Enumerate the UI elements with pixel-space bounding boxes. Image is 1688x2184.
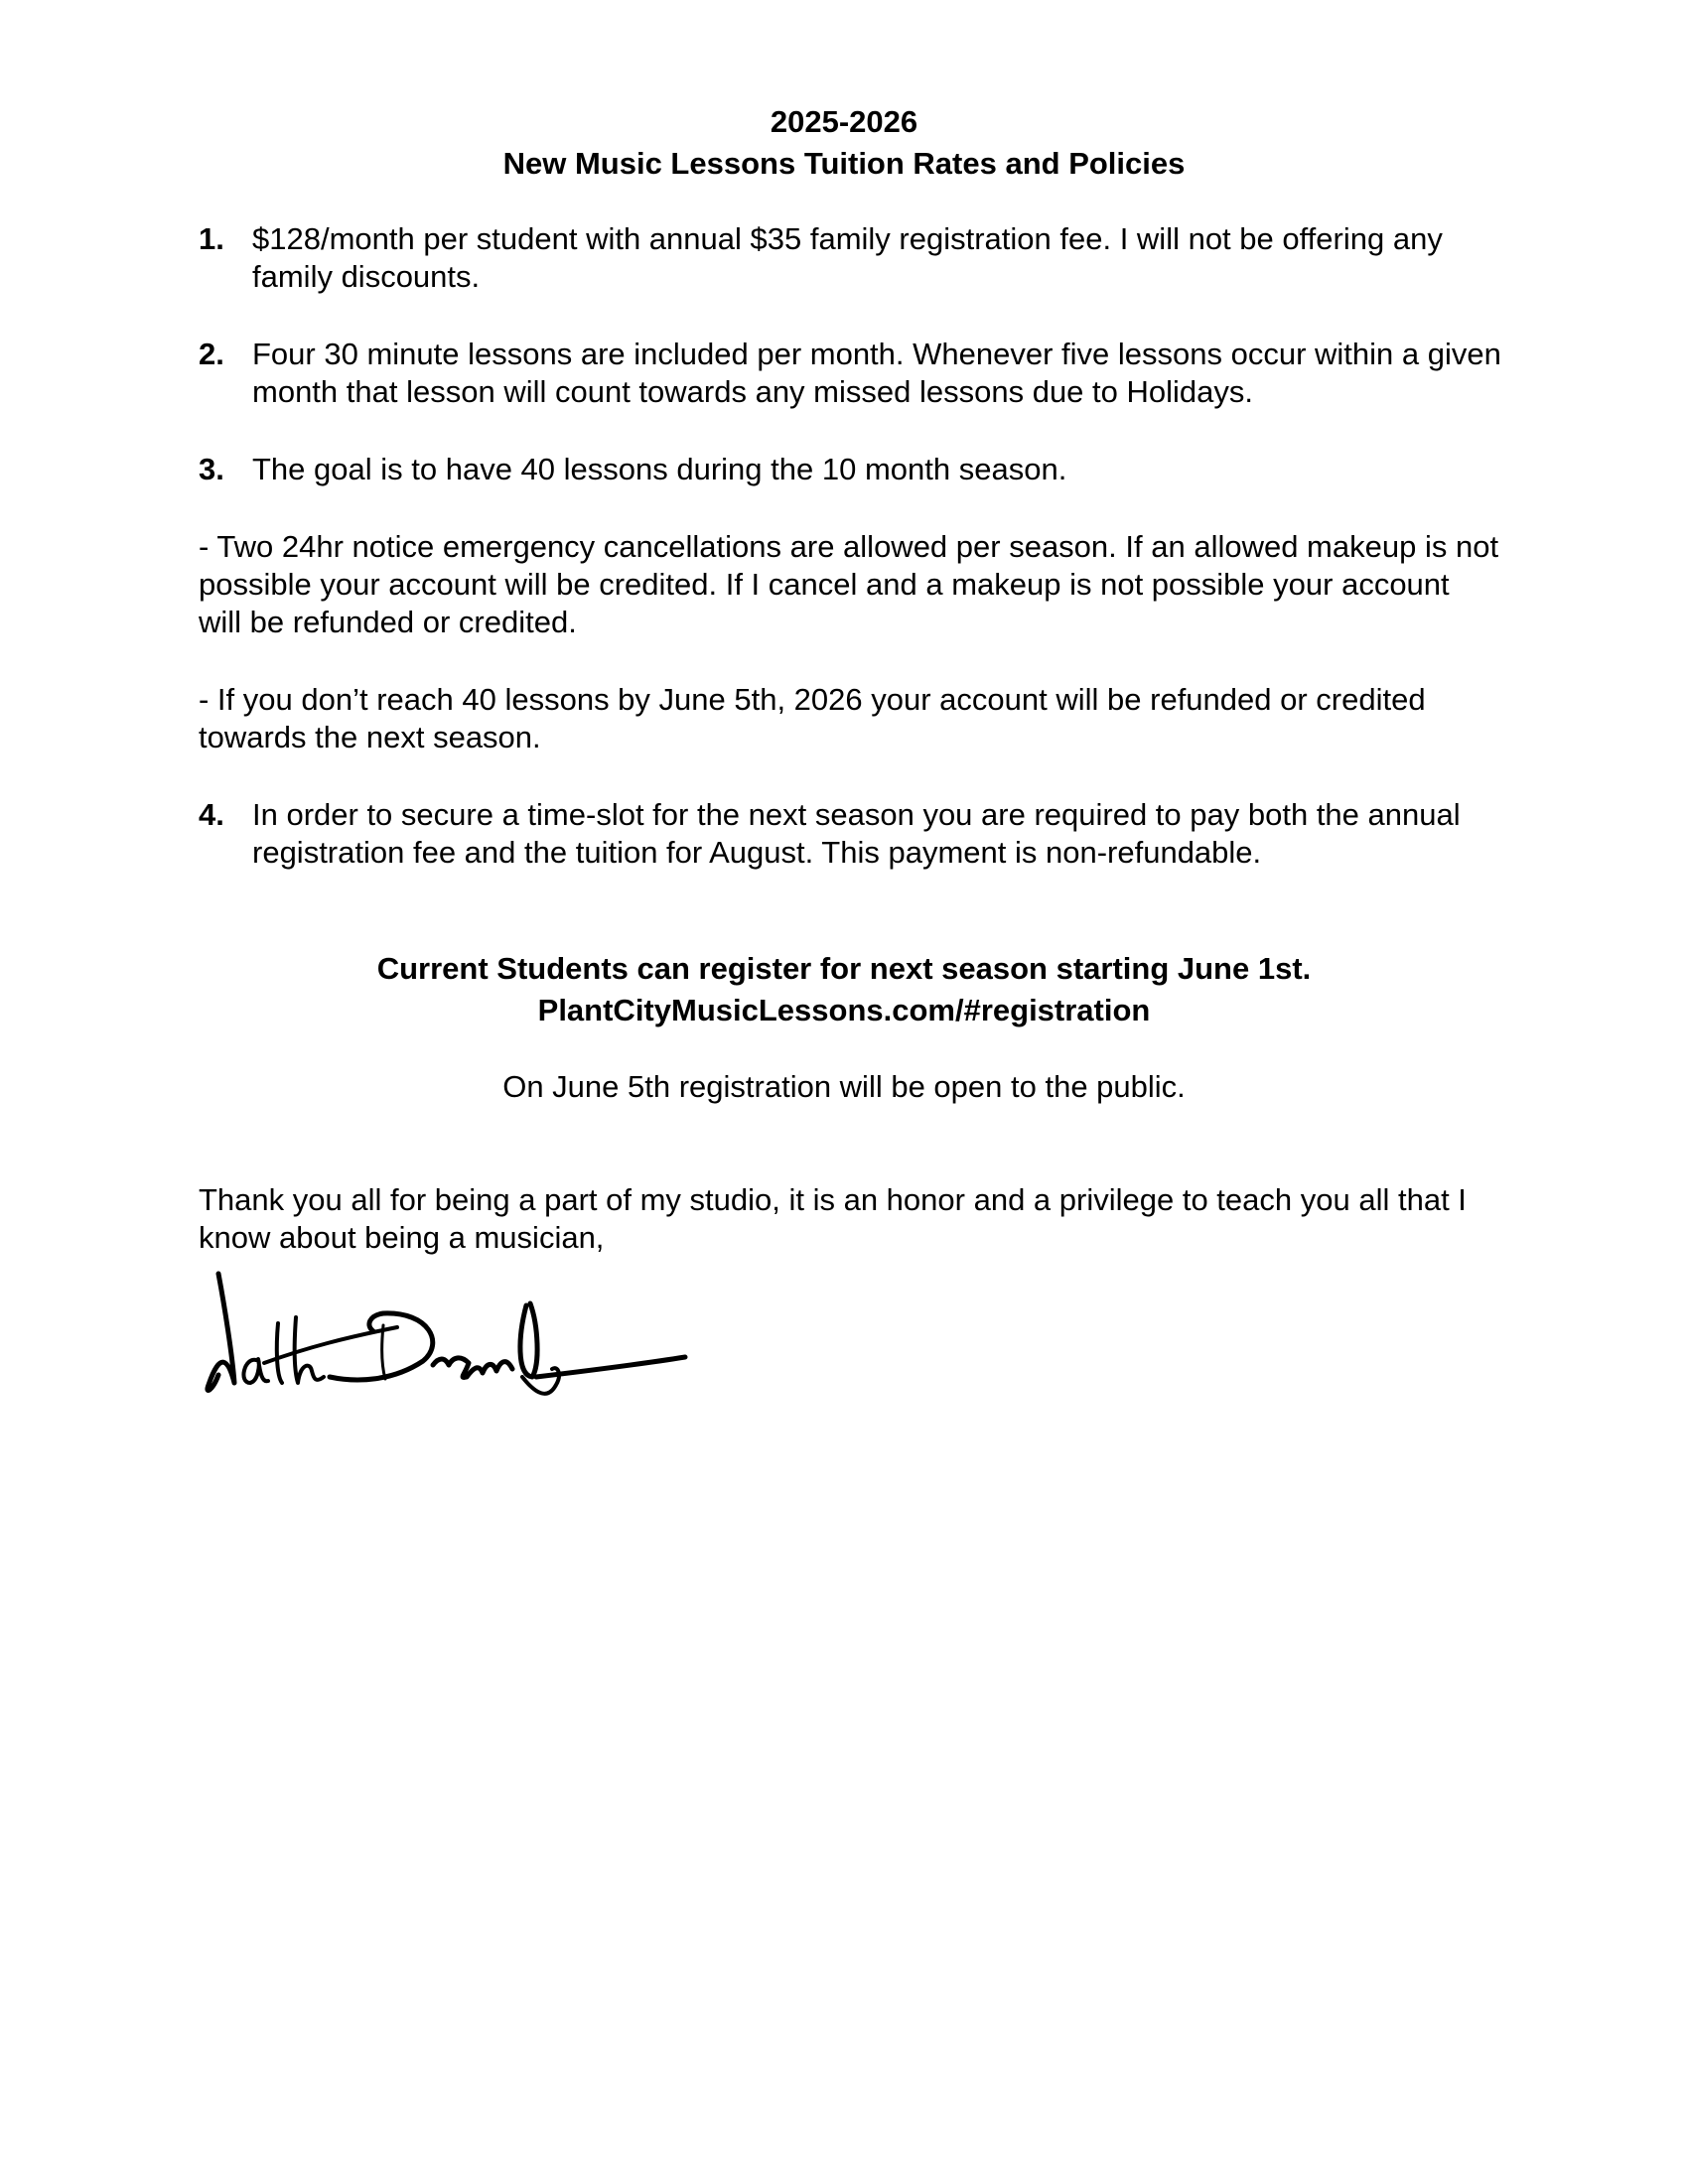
policy-text: Four 30 minute lessons are included per month. Whenever five lessons occur within a given month that lesson will count towards any missed lessons due to Holidays. [252,337,1501,409]
policy-item-2 [199,336,1509,411]
policy-text: The goal is to have 40 lessons during the 10 month season. [252,452,1067,486]
policy-item-4 [199,796,1509,872]
current-students-registration: Current Students can register for next season starting June 1st. [376,951,1312,986]
policy-number: 3. [199,452,224,486]
document-title: New Music Lessons Tuition Rates and Policies [502,146,1186,181]
registration-url[interactable]: PlantCityMusicLessons.com/#registration [537,993,1151,1027]
policy-item-3 [199,451,1509,488]
handwritten-signature [199,1266,695,1405]
policy-number: 1. [199,221,224,256]
policy-item-1 [199,220,1509,296]
document-year: 2025-2026 [770,104,918,139]
policy-number: 2. [199,337,224,371]
policy-text: $128/month per student with annual $35 family registration fee. I will not be offering any family discounts. [252,221,1443,294]
policy-text: In order to secure a time-slot for the next season you are required to pay both the annual registration fee and the tuition for August. This payment is non-refundable. [252,797,1461,870]
closing-message: Thank you all for being a part of my studio, it is an honor and a privilege to teach you all that I know about being a musician, [199,1182,1467,1255]
policy-number: 4. [199,797,224,832]
refund-note: - If you don’t reach 40 lessons by June 5th, 2026 your account will be refunded or credited towards the next season. [199,682,1426,754]
cancellation-note: - Two 24hr notice emergency cancellations are allowed per season. If an allowed makeup is not possible your account will be credited. If I cancel and a makeup is not possible your account will be refunded or credited. [199,529,1499,639]
public-registration-note: On June 5th registration will be open to the public. [502,1069,1186,1104]
